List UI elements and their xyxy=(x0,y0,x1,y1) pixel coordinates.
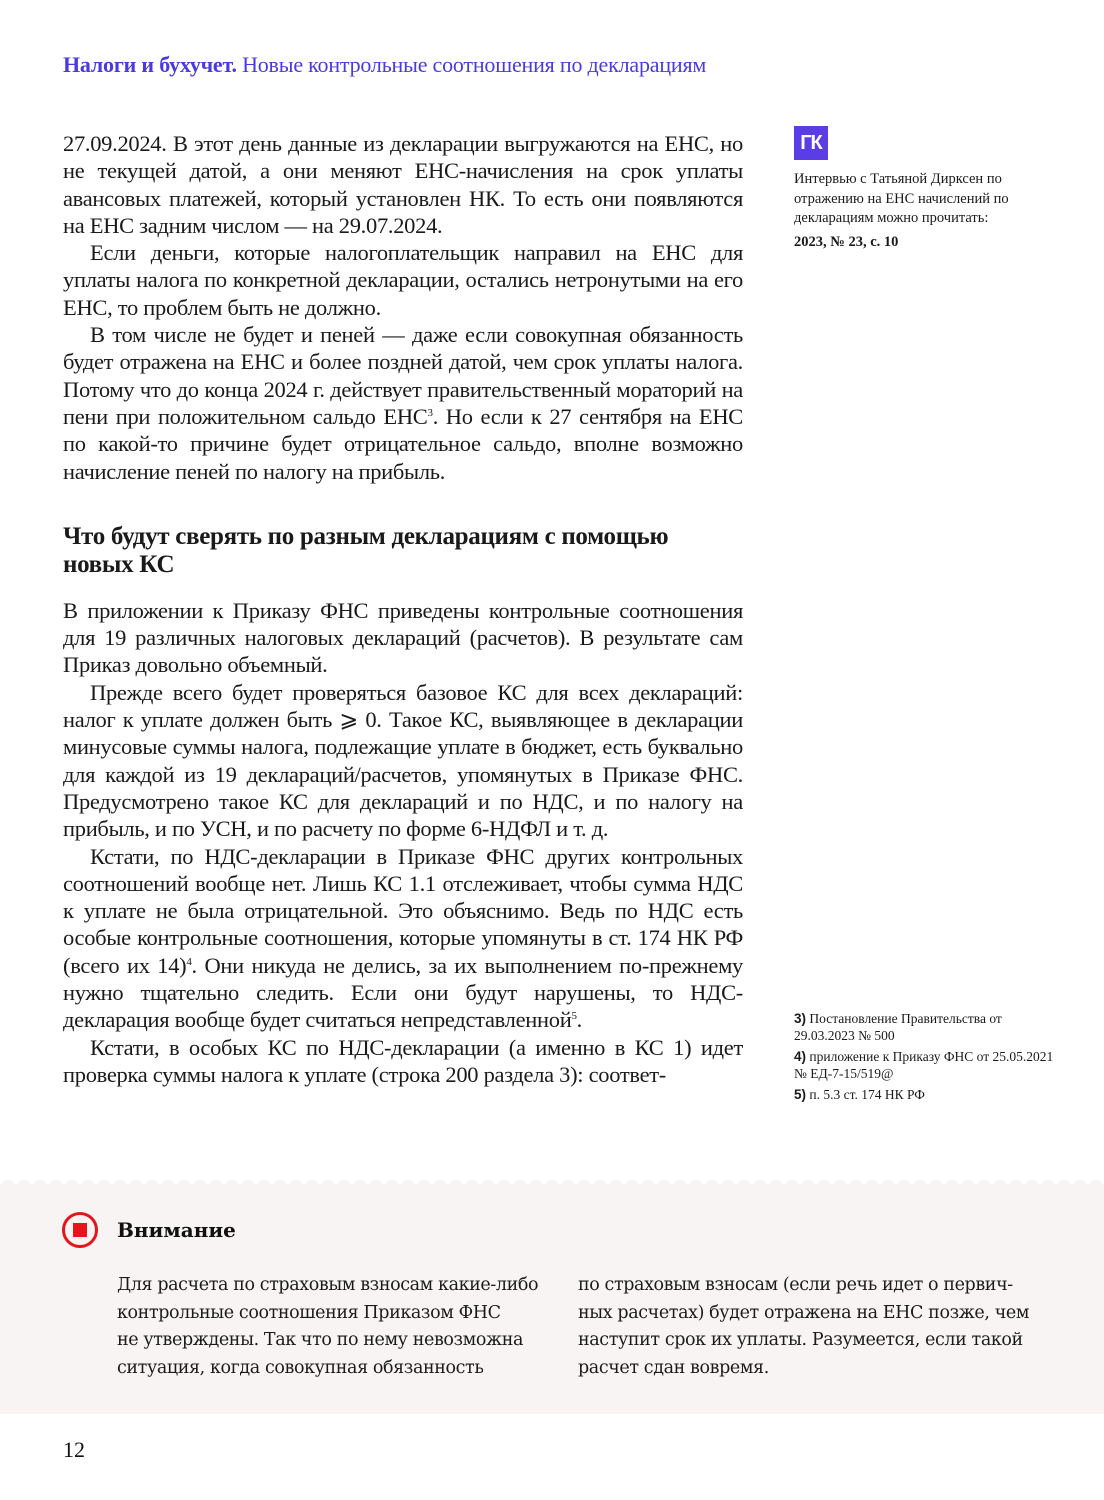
text-line: ситуация, когда совокупная обязанность xyxy=(117,1357,484,1378)
footnote-number: 3) xyxy=(794,1011,807,1026)
gk-logo-text: ГК xyxy=(800,131,822,154)
footnote-text: п. 5.3 ст. 174 НК РФ xyxy=(809,1087,925,1102)
text-line: контрольные соотношения Приказом ФНС xyxy=(117,1302,501,1323)
footnote-number: 4) xyxy=(794,1049,807,1064)
footnote-text: приложение к Приказу ФНС от 25.05.2021 № ЕД-7-15/519@ xyxy=(794,1049,1054,1081)
running-head-title: Новые контрольные соотношения по декларациям xyxy=(242,52,707,77)
attention-box xyxy=(0,1184,1104,1414)
paragraph: Кстати, в особых КС по НДС-декларации (а именно в КС 1) идет проверка суммы налога к уплате (строка 200 раздела 3): соответ- xyxy=(63,1034,743,1087)
paragraph: Если деньги, которые налогоплательщик направил на ЕНС для уплаты налога по конкретной декларации, остались нетронутыми на его ЕНС, то проблем быть не должно. xyxy=(63,240,743,320)
gk-logo-icon xyxy=(794,126,828,160)
text: . xyxy=(576,1007,582,1033)
paragraph-moratorium xyxy=(63,321,743,485)
running-head-section: Налоги и бухучет. xyxy=(63,52,237,77)
footnote-3 xyxy=(794,1010,1054,1044)
text: . Но если к 27 сентября на ЕНС по какой-то причине будет отрицательное сальдо, вполне возможно начисление пеней по налогу на прибыль. xyxy=(63,403,743,484)
paragraph: 27.09.2024. В этот день данные из декларации выгружаются на ЕНС, но не текущей датой, а они меняют ЕНС-начисления на срок уплаты авансовых платежей, который установлен НК. То есть они появляются на ЕНС задним числом — на 29.07.2024. xyxy=(63,131,743,238)
wavy-edge xyxy=(0,1178,1104,1186)
text-line: Для расчета по страховым взносам какие-либо xyxy=(117,1275,539,1295)
footnote-ref-5[interactable]: 5 xyxy=(571,1010,577,1023)
paragraph: Прежде всего будет проверяться базовое КС для всех деклараций: налог к уплате должен быть ⩾ 0. Такое КС, выявляющее в декларации минусовые суммы налога, подлежащие уплате в бюджет, есть буквально для каждой из 19 деклараций/расчетов, упомянутых в Приказе ФНС. Предусмотрено такое КС для деклараций и по НДС, и по налогу на прибыль, и по УСН, и по расчету по форме 6-НДФЛ и т. д. xyxy=(63,679,743,842)
stop-warning-icon xyxy=(62,1212,98,1248)
paragraph-vat xyxy=(63,843,743,1034)
text-line: ных расчетах) будет отражена на ЕНС позже, чем xyxy=(578,1302,1030,1323)
sidebar-note-text: Интервью с Татьяной Дирксен по отражению на ЕНС начислений по декларациям можно прочитать: xyxy=(794,171,1009,226)
footnote-4 xyxy=(794,1048,1054,1082)
footnote-ref-3[interactable]: 3 xyxy=(427,406,433,419)
text-line: не утверждены. Так что по нему невозможна xyxy=(117,1330,524,1350)
footnotes xyxy=(794,1010,1054,1107)
main-column xyxy=(63,130,743,1088)
footnote-ref-4[interactable]: 4 xyxy=(186,955,192,968)
text-line: по страховым взносам (если речь идет о первич- xyxy=(578,1275,1013,1295)
footnote-5 xyxy=(794,1086,1054,1103)
paragraph: В приложении к Приказу ФНС приведены контрольные соотношения для 19 различных налоговых деклараций (расчетов). В результате сам Приказ довольно объемный. xyxy=(63,597,743,678)
sidebar-note xyxy=(794,126,1034,253)
text: В том числе не будет и пеней — даже если совокупная обязанность будет отражена на ЕНС и более поздней датой, чем срок уплаты налога. Потому что до конца 2024 г. действует правительственный мораторий на пени при положительном сальдо ЕНС xyxy=(63,322,743,429)
attention-title: Внимание xyxy=(117,1218,236,1242)
footnote-number: 5) xyxy=(794,1087,807,1102)
footnote-text: Постановление Правительства от 29.03.2023 № 500 xyxy=(794,1011,1002,1043)
page-number: 12 xyxy=(63,1437,85,1462)
text: . Они никуда не делись, за их выполнением по-прежнему нужно тщательно следить. Если они будут нарушены, то НДС-декларация вообще будет считаться непредставленной xyxy=(63,952,743,1033)
running-head xyxy=(63,52,706,78)
section-heading: Что будут сверять по разным декларациям с помощью новых КС xyxy=(63,522,669,578)
attention-text-left xyxy=(117,1272,538,1382)
text: Кстати, по НДС-декларации в Приказе ФНС других контрольных соотношений вообще нет. Лишь КС 1.1 отслеживает, чтобы сумма НДС к уплате не была отрицательной. Это объяснимо. Ведь по НДС есть особые контрольные соотношения, которые упомянуты в ст. 174 НК РФ (всего их 14) xyxy=(63,843,743,978)
text-line: расчет сдан вовремя. xyxy=(578,1357,769,1378)
sidebar-reference[interactable]: 2023, № 23, с. 10 xyxy=(794,233,899,250)
attention-text-right xyxy=(578,1272,1029,1382)
text-line: наступит срок их уплаты. Разумеется, если такой xyxy=(578,1330,1023,1350)
